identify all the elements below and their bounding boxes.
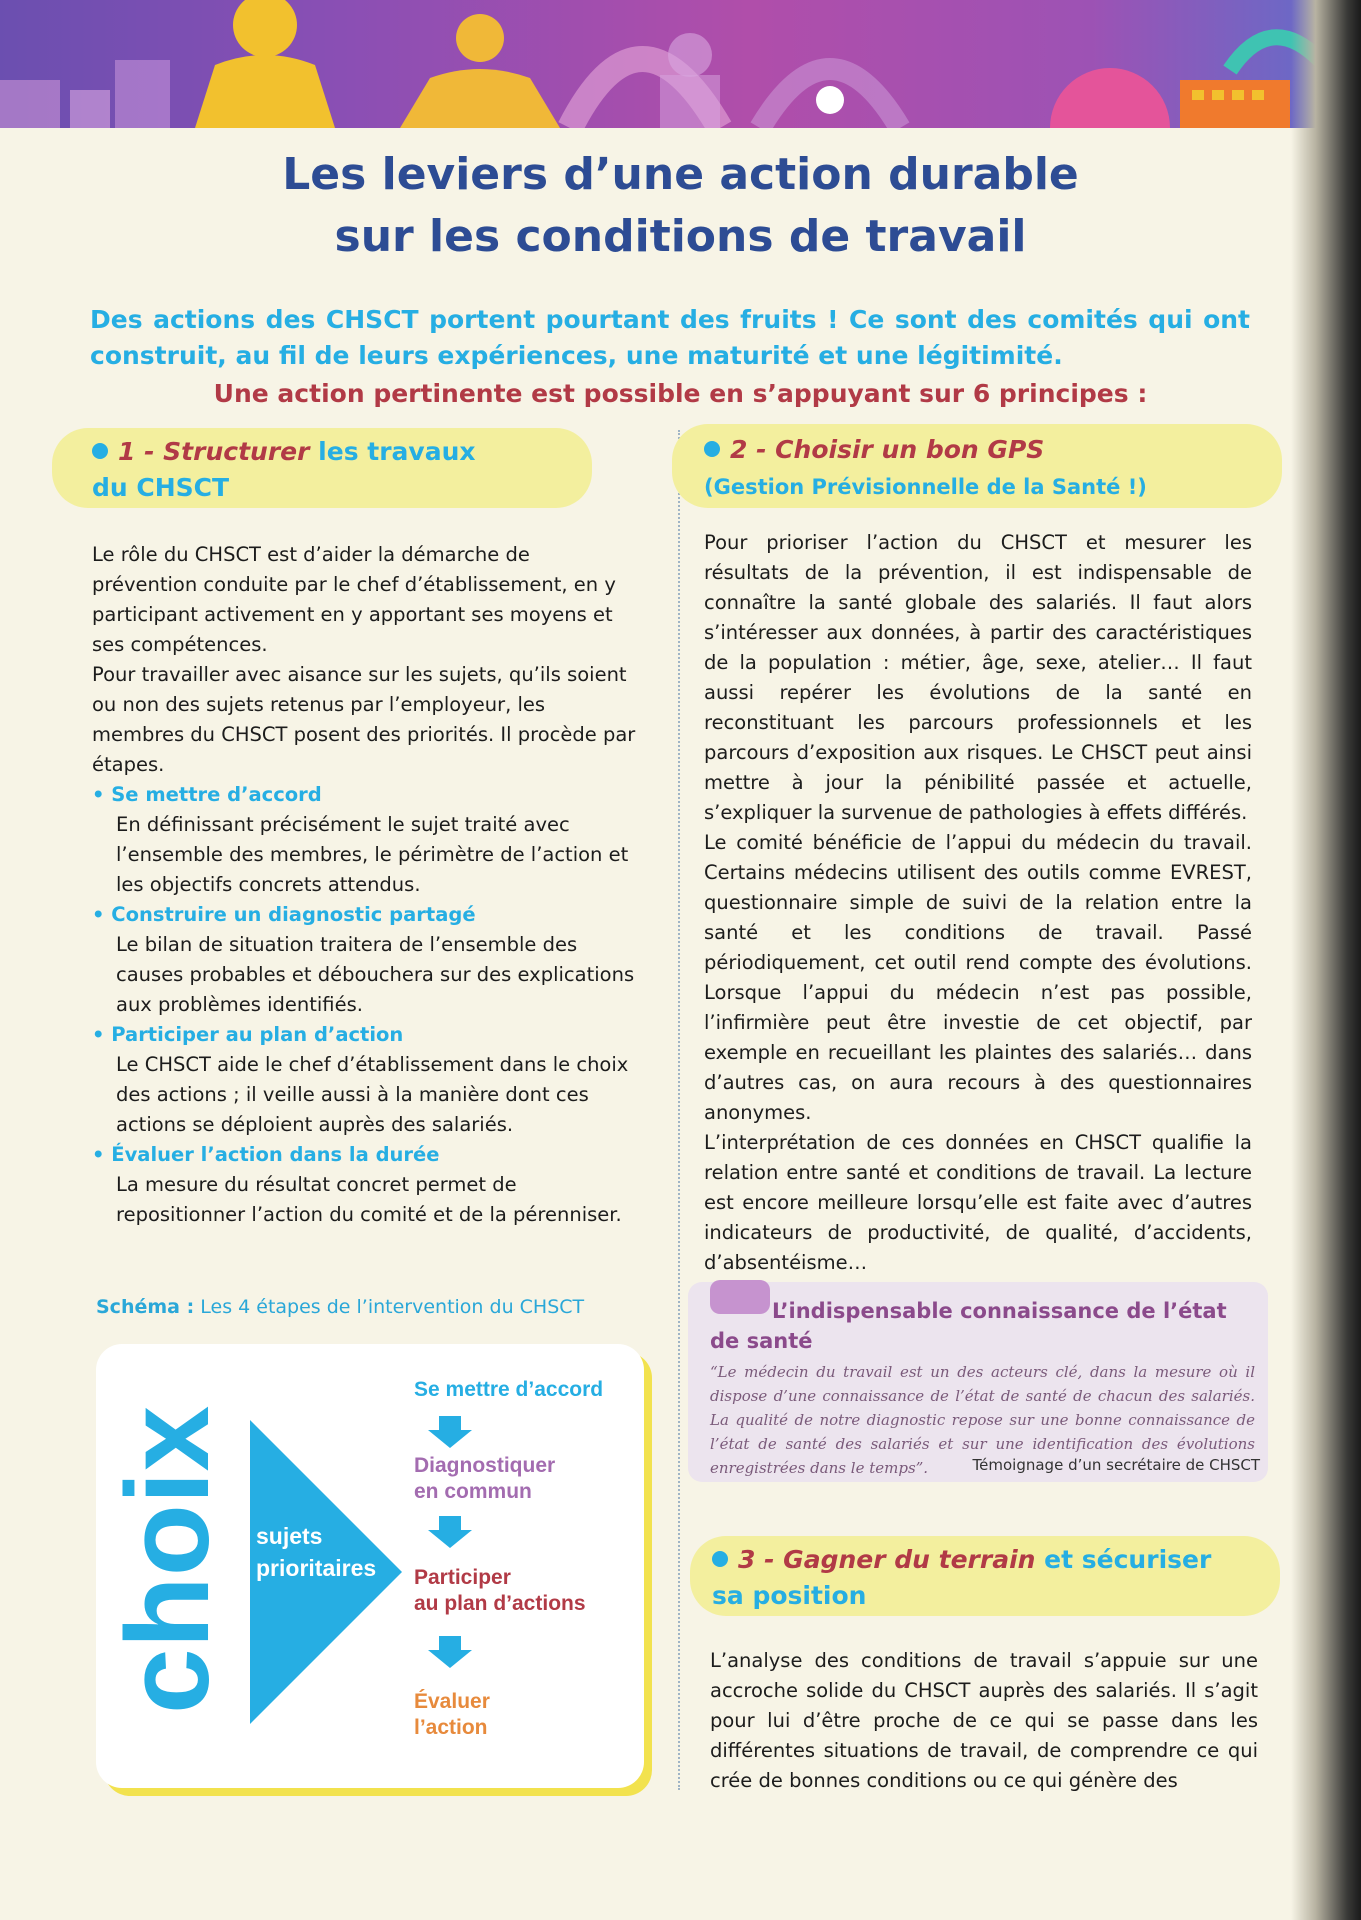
- bullet-dot-icon: [712, 1551, 728, 1567]
- banner-illustration: [0, 0, 1361, 128]
- bullet-text: La mesure du résultat concret permet de repositionner l’action du comité et de la pérenniser.: [116, 1173, 622, 1226]
- testimonial-title: L’indispensable connaissance de l’état de santé: [710, 1299, 1227, 1353]
- step-evaluate-2: l’action: [414, 1716, 488, 1739]
- book-spine-shadow: [1291, 0, 1361, 1920]
- section3-title-rest: et sécuriser: [1044, 1545, 1212, 1574]
- down-arrow-icon: [428, 1636, 472, 1668]
- bullet-title: • Participer au plan d’action: [92, 1020, 640, 1050]
- bullet-title: • Se mettre d’accord: [92, 780, 640, 810]
- step-agree: Se mettre d’accord: [414, 1378, 604, 1401]
- arrow-text-line1: sujets: [256, 1523, 323, 1549]
- bullet-text: Le bilan de situation traitera de l’ensemble des causes probables et débouchera sur des explications aux problèmes identifiés.: [116, 933, 635, 1016]
- schema-caption-text: Les 4 étapes de l’intervention du CHSCT: [200, 1296, 585, 1318]
- choix-label: choix: [102, 1405, 234, 1714]
- arrow-text-line2: prioritaires: [256, 1555, 377, 1581]
- schema-label: Schéma :: [96, 1296, 195, 1318]
- section1-paragraph: Le rôle du CHSCT est d’aider la démarche de prévention conduite par le chef d’établissement, en y participant activement en y apportant ses moyens et ses compétences.: [92, 543, 616, 656]
- section2-subtitle: (Gestion Prévisionnelle de la Santé !): [704, 475, 1147, 499]
- header-banner: [0, 0, 1361, 128]
- column-divider: [678, 430, 680, 1790]
- section1-title-rest: les travaux: [318, 437, 476, 466]
- bullet-dot-icon: [704, 441, 720, 457]
- section1-paragraph: Pour travailler avec aisance sur les sujets, qu’ils soient ou non des sujets retenus par l’employeur, les membres du CHSCT posent des priorités. Il procède par étapes.: [92, 663, 636, 776]
- section2-paragraph: Le comité bénéficie de l’appui du médecin du travail. Certains médecins utilisent des outils comme EVREST, questionnaire simple de suivi de la relation entre la santé et les conditions de travail. Passé périodiquement, cet outil rend compte des évolutions. Lorsque l’appui du médecin n’est pas possible, l’infirmière peut être investie de cet objectif, par exemple en recueillant les plaintes des salariés… dans d’autres cas, on aura recours à des questionnaires anonymes.: [704, 831, 1252, 1124]
- title-line-1: Les leviers d’une action durable: [282, 149, 1079, 200]
- section2-paragraph: L’interprétation de ces données en CHSCT qualifie la relation entre santé et conditions de travail. La lecture est encore meilleure lorsqu’elle est faite avec d’autres indicateurs de productivité, de qualité, d’accidents, d’absentéisme…: [704, 1131, 1252, 1274]
- step-participate-2: au plan d’actions: [414, 1592, 586, 1615]
- section1-number: 1 - Structurer: [118, 437, 310, 466]
- section1-title-line2: du CHSCT: [92, 473, 230, 502]
- title-line-2: sur les conditions de travail: [334, 211, 1027, 262]
- bullet-title: • Évaluer l’action dans la durée: [92, 1140, 640, 1170]
- intro-principles: Une action pertinente est possible en s’appuyant sur 6 principes :: [213, 379, 1148, 408]
- section3-body: [710, 1646, 1258, 1796]
- down-arrow-icon: [428, 1416, 472, 1448]
- bullet-text: Le CHSCT aide le chef d’établissement dans le choix des actions ; il veille aussi à la manière dont ces actions se déploient auprès des salariés.: [116, 1053, 629, 1136]
- step-participate-1: Participer: [414, 1566, 511, 1589]
- schema-svg: [96, 1344, 644, 1788]
- schema-caption: [96, 1296, 584, 1318]
- bullet-title: • Construire un diagnostic partagé: [92, 900, 640, 930]
- bullet-dot-icon: [92, 443, 108, 459]
- section3-number: 3 - Gagner du terrain: [738, 1545, 1036, 1574]
- section1-heading: [92, 434, 476, 506]
- testimonial-text: “Le médecin du travail est un des acteurs clé, dans la mesure où il dispose d’une connaissance de l’état de santé de chacun des salariés. La qualité de notre diagnostic repose sur une bonne connaissance de l’état de santé des salariés et sur une identification des évolutions enregistrées dans le temps”.: [710, 1363, 1255, 1477]
- page-title: [0, 144, 1361, 268]
- schema-diagram: [96, 1344, 644, 1788]
- testimonial-source: Témoignage d’un secrétaire de CHSCT: [972, 1456, 1260, 1474]
- step-diagnose-2: en commun: [414, 1480, 532, 1503]
- step-diagnose-1: Diagnostiquer: [414, 1454, 556, 1477]
- section2-body: [704, 528, 1252, 1278]
- section3-paragraph: L’analyse des conditions de travail s’appuie sur une accroche solide du CHSCT auprès des salariés. Il s’agit pour lui d’être proche de ce qui se passe dans les différentes situations de travail, de comprendre ce qui crée de bonnes conditions ou ce qui génère des: [710, 1649, 1258, 1792]
- section1-body: [92, 540, 640, 1230]
- bullet-text: En définissant précisément le sujet traité avec l’ensemble des membres, le périmètre de l’action et les objectifs concrets attendus.: [116, 813, 629, 896]
- intro-text: Des actions des CHSCT portent pourtant des fruits ! Ce sont des comités qui ont construit, au fil de leurs expériences, une maturité et une légitimité.: [90, 305, 1250, 370]
- section2-number: 2 - Choisir un bon GPS: [730, 435, 1045, 464]
- section2-paragraph: Pour prioriser l’action du CHSCT et mesurer les résultats de la prévention, il est indispensable de connaître la santé globale des salariés. Il faut alors s’intéresser aux données, à partir des caractéristiques de la population : métier, âge, sexe, atelier… Il faut aussi repérer les évolutions de la santé en reconstituant les parcours professionnels et les parcours d’exposition aux risques. Le CHSCT peut ainsi mettre à jour la pénibilité passée et actuelle, s’expliquer la survenue de pathologies à effets différés.: [704, 531, 1252, 824]
- section2-heading: [704, 432, 1147, 505]
- down-arrow-icon: [428, 1516, 472, 1548]
- section3-title-line2: sa position: [712, 1581, 867, 1610]
- section3-heading: [712, 1542, 1211, 1614]
- step-evaluate-1: Évaluer: [414, 1690, 490, 1713]
